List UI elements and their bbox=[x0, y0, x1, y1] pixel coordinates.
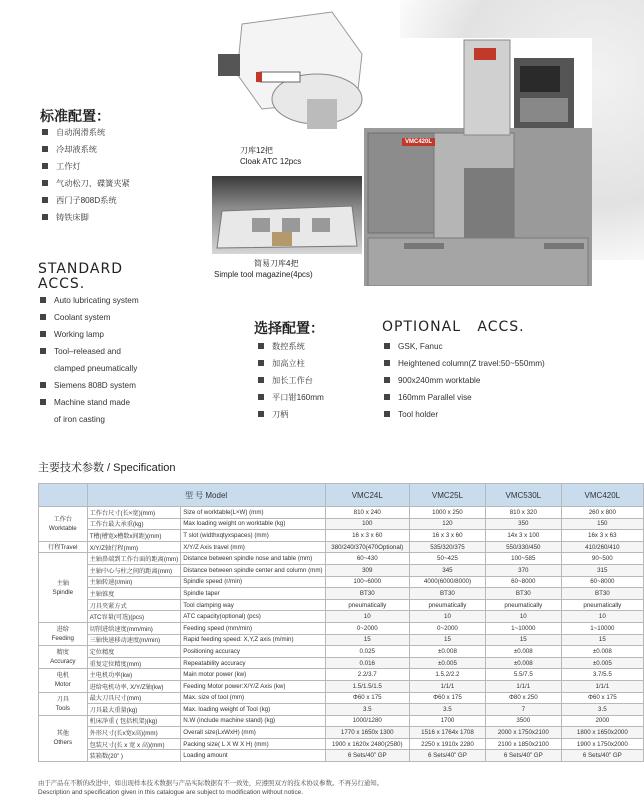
spec-value: 5.5/7.5 bbox=[485, 669, 561, 681]
spec-value: 1516 x 1764x 1708 bbox=[409, 727, 485, 739]
spec-value: 6 Sets/40” GP bbox=[485, 750, 561, 762]
list-item: 刀柄 bbox=[256, 406, 376, 423]
bullet-icon bbox=[42, 180, 48, 186]
list-item: 冷却液系统 bbox=[40, 141, 210, 158]
optional-title-cn: 选择配置： bbox=[254, 321, 324, 337]
spec-value: 3500 bbox=[485, 715, 561, 727]
standard-list-cn bbox=[40, 124, 210, 226]
spec-value: 7 bbox=[485, 704, 561, 716]
spec-value: BT30 bbox=[485, 588, 561, 600]
list-item: 160mm Parallel vise bbox=[382, 389, 612, 406]
tool-magazine-photo bbox=[212, 176, 362, 254]
spec-value: 60~430 bbox=[325, 553, 409, 565]
spec-header-model: 型 号 Model bbox=[87, 484, 325, 507]
spec-param-en: Spindle taper bbox=[181, 588, 325, 600]
spec-value: 1.5,2/2.2 bbox=[409, 669, 485, 681]
spec-value: 309 bbox=[325, 564, 409, 576]
spec-value: 410/260/410 bbox=[561, 541, 643, 553]
spec-value: 370 bbox=[485, 564, 561, 576]
bullet-icon bbox=[40, 348, 46, 354]
list-item: 900x240mm worktable bbox=[382, 372, 612, 389]
spec-value: 10 bbox=[561, 611, 643, 623]
spec-value: 10 bbox=[485, 611, 561, 623]
table-row bbox=[39, 715, 644, 727]
spec-value: 150 bbox=[561, 518, 643, 530]
footer-note-cn: 由于产品在不断的改进中，如出现样本技术数据与产品实际数据有不一致处，应遵照双方的技术协议参数。不再另行通知。 bbox=[38, 780, 384, 787]
spec-value: 1770 x 1650x 1300 bbox=[325, 727, 409, 739]
spec-value: 15 bbox=[409, 634, 485, 646]
spec-value: 315 bbox=[561, 564, 643, 576]
spec-param-en: Feeding Motor power:X/Y/Z Axis (kw) bbox=[181, 680, 325, 692]
table-row bbox=[39, 738, 644, 750]
table-row bbox=[39, 669, 644, 681]
spec-value: 16 x 3 x 60 bbox=[325, 530, 409, 542]
spec-header-model-2: VMC25L bbox=[409, 484, 485, 507]
spec-value: 810 x 320 bbox=[485, 507, 561, 519]
tool-magazine-caption bbox=[214, 258, 354, 280]
spec-param-en: Spindle speed (r/min) bbox=[181, 576, 325, 588]
spec-param-en: Distance between spindle center and column (mm) bbox=[181, 564, 325, 576]
table-row bbox=[39, 680, 644, 692]
bullet-icon bbox=[42, 129, 48, 135]
bullet-icon bbox=[384, 411, 390, 417]
list-item: 自动润滑系统 bbox=[40, 124, 210, 141]
bullet-icon bbox=[384, 360, 390, 366]
bullet-icon bbox=[42, 163, 48, 169]
spec-group-label: 精度 Accuracy bbox=[39, 646, 88, 669]
spec-param-en: Tool clamping way bbox=[181, 599, 325, 611]
spec-value: 4000(6000/8000) bbox=[409, 576, 485, 588]
spec-value: 1.5/1.5/1.5 bbox=[325, 680, 409, 692]
spec-value: 1700 bbox=[409, 715, 485, 727]
spec-value: 16 x 3 x 60 bbox=[409, 530, 485, 542]
table-row bbox=[39, 750, 644, 762]
spec-param-en: Max. size of tool (mm) bbox=[181, 692, 325, 704]
spec-value: pneumatically bbox=[409, 599, 485, 611]
spec-param-en: Max. loading weight of Tool (kg) bbox=[181, 704, 325, 716]
spec-value: 100~6000 bbox=[325, 576, 409, 588]
spec-title: 主要技术参数 / Specification bbox=[38, 462, 176, 474]
spec-param-cn: 包装尺寸(长 x 宽 x 高)(mm) bbox=[87, 738, 181, 750]
table-row bbox=[39, 692, 644, 704]
spec-param-en: Feeding speed (mm/min) bbox=[181, 622, 325, 634]
spec-param-cn: 主电机功率(kw) bbox=[87, 669, 181, 681]
table-row bbox=[39, 622, 644, 634]
spec-group-label: 行程Travel bbox=[39, 541, 88, 553]
bullet-icon bbox=[42, 214, 48, 220]
spec-value: 1900 x 1620x 2480(2580) bbox=[325, 738, 409, 750]
spec-param-cn: 刀具夹紧方式 bbox=[87, 599, 181, 611]
spec-param-en: Packing size( L X W X H) (mm) bbox=[181, 738, 325, 750]
list-item: 平口钳160mm bbox=[256, 389, 376, 406]
list-item: Tool–released and clamped pneumatically bbox=[38, 343, 213, 377]
spec-value: 6 Sets/40” GP bbox=[325, 750, 409, 762]
spec-param-cn: 外形尺寸(长x宽x高)(mm) bbox=[87, 727, 181, 739]
table-row bbox=[39, 727, 644, 739]
machine-photo bbox=[364, 38, 592, 286]
list-item: 西门子808D系统 bbox=[40, 192, 210, 209]
spec-param-en: T slot (widthxqtyxspaces) (mm) bbox=[181, 530, 325, 542]
spec-value: BT30 bbox=[561, 588, 643, 600]
spec-value: 100 bbox=[325, 518, 409, 530]
spec-value: 1000 x 250 bbox=[409, 507, 485, 519]
spec-param-cn: 主轴中心与柱之间的距离(mm) bbox=[87, 564, 181, 576]
table-row bbox=[39, 518, 644, 530]
list-item: Working lamp bbox=[38, 326, 213, 343]
spec-value: 15 bbox=[325, 634, 409, 646]
spec-value: 2100 x 1850x2100 bbox=[485, 738, 561, 750]
standard-title-cn: 标准配置： bbox=[40, 109, 110, 125]
spec-header-model-4: VMC420L bbox=[561, 484, 643, 507]
spec-header-model-1: VMC24L bbox=[325, 484, 409, 507]
spec-value: 14x 3 x 100 bbox=[485, 530, 561, 542]
spec-value: 550/330/450 bbox=[485, 541, 561, 553]
spec-value: 345 bbox=[409, 564, 485, 576]
spec-header-model-3: VMC530L bbox=[485, 484, 561, 507]
spec-value: 810 x 240 bbox=[325, 507, 409, 519]
spec-param-cn: 机床净重 ( 包括机架)(kg) bbox=[87, 715, 181, 727]
table-row bbox=[39, 657, 644, 669]
spec-value: 350 bbox=[485, 518, 561, 530]
spec-param-cn: ATC容量(可选)(pcs) bbox=[87, 611, 181, 623]
spec-param-cn: 三轴快速移动速度(m/min) bbox=[87, 634, 181, 646]
tool-magazine-caption-cn: 简易刀库4把 bbox=[254, 259, 299, 268]
spec-param-en: N.W (include machine stand) (kg) bbox=[181, 715, 325, 727]
spec-param-en: Distance between spindle nose and table (mm) bbox=[181, 553, 325, 565]
spec-value: 1800 x 1650x2000 bbox=[561, 727, 643, 739]
spec-group-label: 电机 Motor bbox=[39, 669, 88, 692]
bullet-icon bbox=[384, 343, 390, 349]
spec-param-cn: 主轴鼻端到工作台面的距离(mm) bbox=[87, 553, 181, 565]
tool-magazine-caption-en: Simple tool magazine(4pcs) bbox=[214, 270, 313, 279]
spec-value: 0.025 bbox=[325, 646, 409, 658]
list-item: Machine stand made of iron casting bbox=[38, 394, 213, 428]
spec-param-en: Size of worktable(L×W) (mm) bbox=[181, 507, 325, 519]
bullet-icon bbox=[42, 197, 48, 203]
spec-value: 3.5 bbox=[325, 704, 409, 716]
spec-value: 3.7/5.5 bbox=[561, 669, 643, 681]
spec-param-cn: 刀具最大重量(kg) bbox=[87, 704, 181, 716]
atc-tool-changer-photo bbox=[212, 4, 367, 134]
spec-table bbox=[38, 483, 644, 762]
spec-param-cn: 重复定位精度(mm) bbox=[87, 657, 181, 669]
optional-title-en: OPTIONAL ACCS. bbox=[382, 319, 525, 335]
spec-header-blank bbox=[39, 484, 88, 507]
standard-title-en: STANDARD ACCS. bbox=[38, 261, 124, 292]
spec-value: 6 Sets/40” GP bbox=[409, 750, 485, 762]
table-row bbox=[39, 541, 644, 553]
spec-param-cn: X/Y/Z轴行程(mm) bbox=[87, 541, 181, 553]
spec-value: ±0.008 bbox=[485, 646, 561, 658]
list-item: 工作灯 bbox=[40, 158, 210, 175]
spec-value: 3.5 bbox=[561, 704, 643, 716]
spec-value: Φ60 x 175 bbox=[561, 692, 643, 704]
table-row bbox=[39, 611, 644, 623]
spec-value: BT30 bbox=[325, 588, 409, 600]
spec-value: 1/1/1 bbox=[485, 680, 561, 692]
table-row bbox=[39, 553, 644, 565]
spec-value: 100~585 bbox=[485, 553, 561, 565]
table-row bbox=[39, 564, 644, 576]
spec-value: ±0.005 bbox=[561, 657, 643, 669]
spec-param-en: Main motor power (kw) bbox=[181, 669, 325, 681]
bullet-icon bbox=[40, 297, 46, 303]
spec-param-cn: 主轴转速(r/min) bbox=[87, 576, 181, 588]
spec-param-en: Positioning accuracy bbox=[181, 646, 325, 658]
list-item: 铸铁床脚 bbox=[40, 209, 210, 226]
spec-value: 0~2000 bbox=[325, 622, 409, 634]
spec-value: ±0.005 bbox=[409, 657, 485, 669]
spec-value: 1/1/1 bbox=[409, 680, 485, 692]
list-item: Siemens 808D system bbox=[38, 377, 213, 394]
spec-value: 15 bbox=[561, 634, 643, 646]
bullet-icon bbox=[40, 399, 46, 405]
spec-value: 50~425 bbox=[409, 553, 485, 565]
list-item: Coolant system bbox=[38, 309, 213, 326]
table-row bbox=[39, 588, 644, 600]
spec-value: 15 bbox=[485, 634, 561, 646]
spec-param-cn: 最大刀具尺寸(mm) bbox=[87, 692, 181, 704]
spec-group-label: 主轴 Spindle bbox=[39, 553, 88, 623]
table-row bbox=[39, 507, 644, 519]
list-item: 数控系统 bbox=[256, 338, 376, 355]
spec-value: 6 Sets/40” GP bbox=[561, 750, 643, 762]
table-row bbox=[39, 576, 644, 588]
table-row bbox=[39, 646, 644, 658]
table-row bbox=[39, 704, 644, 716]
atc-caption bbox=[240, 145, 350, 167]
spec-value: 0.016 bbox=[325, 657, 409, 669]
list-item: Tool holder bbox=[382, 406, 612, 423]
optional-list-en bbox=[382, 338, 612, 423]
table-row bbox=[39, 634, 644, 646]
spec-value: 10 bbox=[409, 611, 485, 623]
spec-value: 1/1/1 bbox=[561, 680, 643, 692]
bullet-icon bbox=[384, 377, 390, 383]
standard-list-en bbox=[38, 292, 213, 428]
spec-param-cn: 切削进给速度(mm/min) bbox=[87, 622, 181, 634]
spec-value: ±0.008 bbox=[561, 646, 643, 658]
spec-param-cn: T槽(槽宽x槽数x间距)(mm) bbox=[87, 530, 181, 542]
spec-value: 0~2000 bbox=[409, 622, 485, 634]
spec-value: pneumatically bbox=[325, 599, 409, 611]
atc-caption-cn: 刀库12把 bbox=[240, 146, 273, 155]
list-item: 气动松刀、碟簧夹紧 bbox=[40, 175, 210, 192]
spec-value: Φ60 x 175 bbox=[325, 692, 409, 704]
spec-value: 60~8000 bbox=[485, 576, 561, 588]
table-row bbox=[39, 530, 644, 542]
footer-note bbox=[38, 779, 638, 797]
bullet-icon bbox=[258, 411, 264, 417]
spec-param-en: X/Y/Z Axis travel (mm) bbox=[181, 541, 325, 553]
spec-group-label: 其他 Others bbox=[39, 715, 88, 761]
spec-param-en: Overall size(LxWxH) (mm) bbox=[181, 727, 325, 739]
spec-value: 535/320/375 bbox=[409, 541, 485, 553]
bullet-icon bbox=[384, 394, 390, 400]
spec-value: ±0.008 bbox=[485, 657, 561, 669]
spec-value: 60~8000 bbox=[561, 576, 643, 588]
list-item: GSK, Fanuc bbox=[382, 338, 612, 355]
spec-value: 2250 x 1910x 2280 bbox=[409, 738, 485, 750]
list-item: Heightened column(Z travel:50~550mm) bbox=[382, 355, 612, 372]
list-item: 加高立柱 bbox=[256, 355, 376, 372]
spec-value: 120 bbox=[409, 518, 485, 530]
list-item: 加长工作台 bbox=[256, 372, 376, 389]
spec-value: ±0.008 bbox=[409, 646, 485, 658]
spec-param-cn: 工作台尺寸(长×宽)(mm) bbox=[87, 507, 181, 519]
spec-value: 1900 x 1750x2000 bbox=[561, 738, 643, 750]
bullet-icon bbox=[258, 377, 264, 383]
spec-value: Φ60 x 175 bbox=[409, 692, 485, 704]
spec-value: 380/240/370(470Optional) bbox=[325, 541, 409, 553]
spec-value: pneumatically bbox=[561, 599, 643, 611]
spec-value: 260 x 800 bbox=[561, 507, 643, 519]
spec-param-cn: 定位精度 bbox=[87, 646, 181, 658]
spec-value: 16x 3 x 63 bbox=[561, 530, 643, 542]
spec-value: 2.2/3.7 bbox=[325, 669, 409, 681]
spec-param-en: Max loading weight on worktable (kg) bbox=[181, 518, 325, 530]
spec-group-label: 刀具 Tools bbox=[39, 692, 88, 715]
bullet-icon bbox=[258, 360, 264, 366]
spec-value: 2000 bbox=[561, 715, 643, 727]
spec-value: 10 bbox=[325, 611, 409, 623]
spec-group-label: 进给 Feeding bbox=[39, 622, 88, 645]
table-row bbox=[39, 599, 644, 611]
bullet-icon bbox=[40, 314, 46, 320]
spec-value: Φ80 x 250 bbox=[485, 692, 561, 704]
spec-param-en: ATC capacity(optional) (pcs) bbox=[181, 611, 325, 623]
spec-param-cn: 主轴锥度 bbox=[87, 588, 181, 600]
bullet-icon bbox=[42, 146, 48, 152]
spec-param-cn: 装箱数(20” ) bbox=[87, 750, 181, 762]
spec-value: BT30 bbox=[409, 588, 485, 600]
spec-header-row bbox=[39, 484, 644, 507]
footer-note-en: Description and specification given in this catalogue are subject to modification without notice. bbox=[38, 789, 304, 796]
spec-param-en: Repeatability accuracy bbox=[181, 657, 325, 669]
bullet-icon bbox=[258, 343, 264, 349]
spec-param-cn: 工作台最大承重(kg) bbox=[87, 518, 181, 530]
bullet-icon bbox=[40, 331, 46, 337]
atc-caption-en: Cloak ATC 12pcs bbox=[240, 157, 302, 166]
optional-list-cn bbox=[256, 338, 376, 423]
spec-value: pneumatically bbox=[485, 599, 561, 611]
spec-param-en: Rapid feeding speed: X,Y,Z axis (m/min) bbox=[181, 634, 325, 646]
bullet-icon bbox=[258, 394, 264, 400]
bullet-icon bbox=[40, 382, 46, 388]
spec-value: 1~10000 bbox=[561, 622, 643, 634]
machine-model-label: VMC420L bbox=[402, 138, 435, 146]
spec-param-en: Loading amount bbox=[181, 750, 325, 762]
spec-value: 90~500 bbox=[561, 553, 643, 565]
spec-param-cn: 进给电机功率, X/Y/Z轴(kw) bbox=[87, 680, 181, 692]
list-item: Auto lubricating system bbox=[38, 292, 213, 309]
spec-value: 1000/1280 bbox=[325, 715, 409, 727]
spec-group-label: 工作台 Worktable bbox=[39, 507, 88, 542]
spec-value: 2000 x 1750x2100 bbox=[485, 727, 561, 739]
spec-value: 3.5 bbox=[409, 704, 485, 716]
spec-value: 1~10000 bbox=[485, 622, 561, 634]
